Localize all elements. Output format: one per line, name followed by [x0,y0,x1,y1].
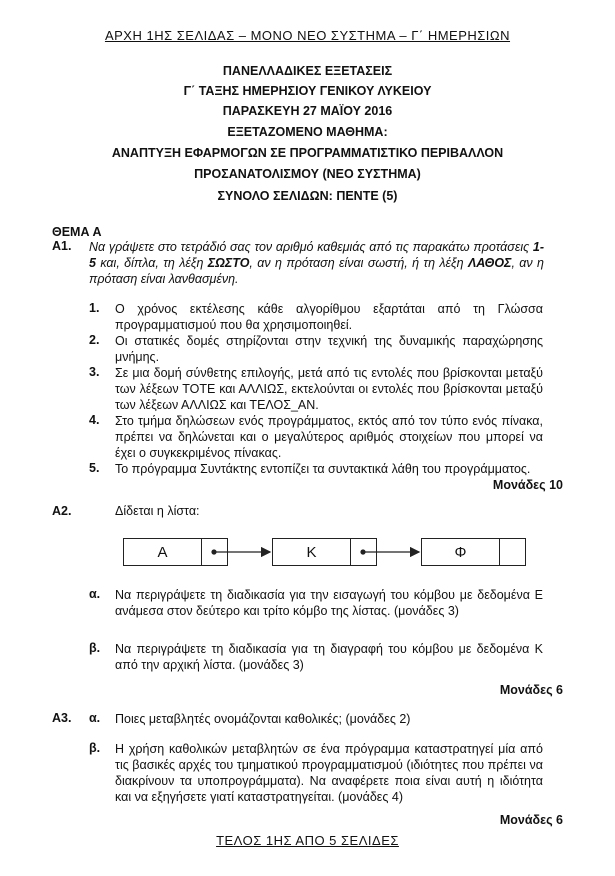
item-text: Οι στατικές δομές στηρίζονται στην τεχνική της δυναμικής παραχώρησης μνήμης. [115,334,543,364]
question-a2-label: Α2. [52,504,72,518]
subject-heading: ΕΞΕΤΑΖΟΜΕΝΟ ΜΑΘΗΜΑ: [227,125,388,139]
question-a1-label: Α1. [52,239,72,253]
item-letter: β. [89,741,101,755]
item-text: Σε μια δομή σύνθετης επιλογής, μετά από τις εντολές που βρίσκονται μεταξύ των λέξεων ΤΟΤΕ και ΑΛΛΙΩΣ, εκτελούνται οι εντολές που βρίσκονται μεταξύ των λέξεων ΑΛΛΙΩΣ και ΤΕΛΟΣ_ΑΝ. [115,366,543,412]
marks-a2: Μονάδες 6 [499,683,563,697]
pointer-dot [360,549,365,554]
marks-a3: Μονάδες 6 [499,813,563,827]
node-data: Α [124,539,202,565]
exam-class: Γ΄ ΤΑΞΗΣ ΗΜΕΡΗΣΙΟΥ ΓΕΝΙΚΟΥ ΛΥΚΕΙΟΥ [183,84,432,98]
item-text: Να περιγράψετε τη διαδικασία για τη διαγραφή του κόμβου με δεδομένα Κ από την αρχική λίστα. (μονάδες 3) [115,642,543,672]
node-data: Κ [273,539,351,565]
item-number: 5. [89,461,100,475]
subject-orientation: ΠΡΟΣΑΝΑΤΟΛΙΣΜΟΥ (ΝΕΟ ΣΥΣΤΗΜΑ) [194,167,421,181]
total-pages: ΣΥΝΟΛΟ ΣΕΛΙΔΩΝ: ΠΕΝΤΕ (5) [217,189,398,203]
pointer-dot [211,549,216,554]
item-letter: α. [89,587,101,601]
page-footer: ΤΕΛΟΣ 1ΗΣ ΑΠΟ 5 ΣΕΛΙΔΕΣ [216,833,399,848]
exam-title: ΠΑΝΕΛΛΑΔΙΚΕΣ ΕΞΕΤΑΣΕΙΣ [222,64,393,78]
item-letter: β. [89,641,101,655]
item-number: 4. [89,413,100,427]
exam-date: ΠΑΡΑΣΚΕΥΗ 27 ΜΑΪΟΥ 2016 [222,104,393,118]
theme-heading: ΘΕΜΑ Α [52,225,102,239]
item-letter: α. [89,711,101,725]
item-text: Ο χρόνος εκτέλεσης κάθε αλγορίθμου εξαρτάται από τη Γλώσσα προγραμματισμού που θα χρησιμοποιηθεί. [115,302,543,332]
marks-a1: Μονάδες 10 [492,478,563,492]
item-number: 1. [89,301,100,315]
question-a1-intro: Να γράψετε στο τετράδιό σας τον αριθμό καθεμιάς από τις παρακάτω προτάσεις 1-5 και, δίπλα, τη λέξη ΣΩΣΤΟ, αν η πρόταση είναι σωστή, ή τη λέξη ΛΑΘΟΣ, αν η πρόταση είναι λανθασμένη. [89,240,544,286]
item-number: 2. [89,333,100,347]
item-text: Το πρόγραμμα Συντάκτης εντοπίζει τα συντακτικά λάθη του προγράμματος. [115,462,531,476]
item-text: Η χρήση καθολικών μεταβλητών σε ένα πρόγραμμα καταστρατηγεί μία από τις βασικές αρχές του τμηματικού προγραμματισμού (ιδιότητες που πρέπει να διακρίνουν τα υποπρογράμματα). Να αναφέρετε ποια είναι αυτή η ιδιότητα και να εξηγήσετε γιατί καταστρατηγείται. (μονάδες 4) [115,742,543,804]
node-data: Φ [422,539,500,565]
question-a2-intro: Δίδεται η λίστα: [115,504,200,518]
item-number: 3. [89,365,100,379]
item-text: Ποιες μεταβλητές ονομάζονται καθολικές; (μονάδες 2) [115,712,411,726]
item-text: Να περιγράψετε τη διαδικασία για την εισαγωγή του κόμβου με δεδομένα Ε ανάμεσα στον δεύτερο και τρίτο κόμβο της λίστας. (μονάδες 3) [115,588,543,618]
question-a3-label: Α3. [52,711,72,725]
item-text: Στο τμήμα δηλώσεων ενός προγράμματος, εκτός από τον τύπο ενός πίνακα, πρέπει να δηλώνεται και ο μεγαλύτερος αριθμός στοιχείων που μπορεί να έχει ο συγκεκριμένος πίνακας. [115,414,543,460]
subject-name: ΑΝΑΠΤΥΞΗ ΕΦΑΡΜΟΓΩΝ ΣΕ ΠΡΟΓΡΑΜΜΑΤΙΣΤΙΚΟ ΠΕΡΙΒΑΛΛΟΝ [111,146,504,160]
page-header: ΑΡΧΗ 1ΗΣ ΣΕΛΙΔΑΣ – ΜΟΝΟ ΝΕΟ ΣΥΣΤΗΜΑ – Γ΄ ΗΜΕΡΗΣΙΩΝ [104,28,511,43]
